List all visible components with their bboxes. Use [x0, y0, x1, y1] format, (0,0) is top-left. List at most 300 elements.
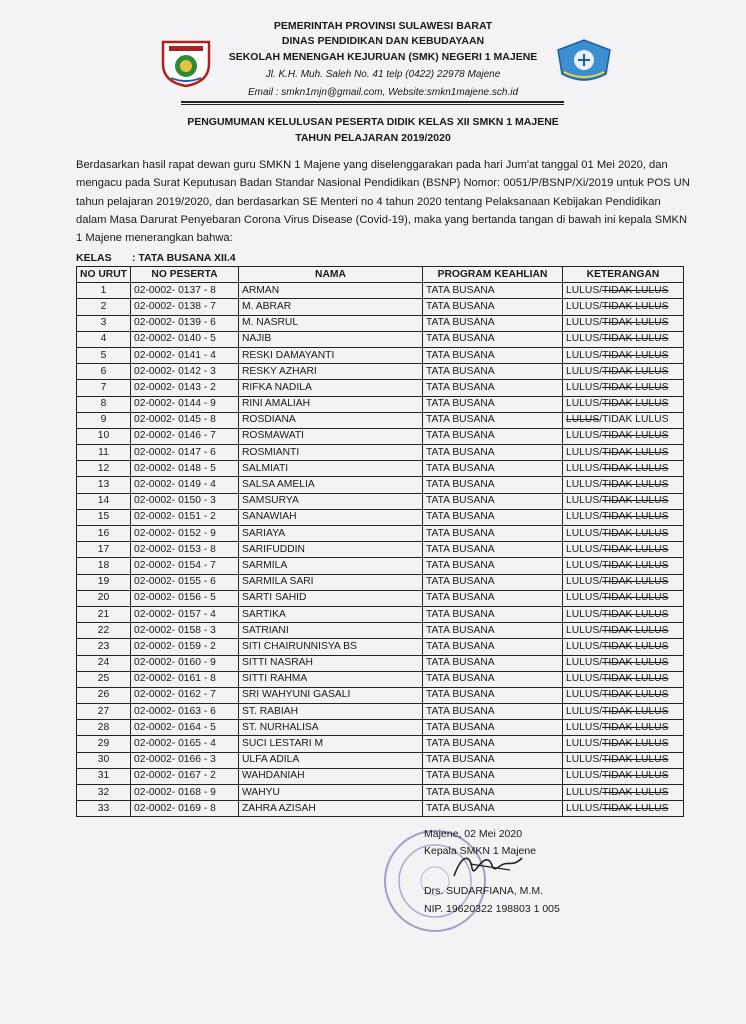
cell-nama: ROSDIANA	[239, 412, 423, 428]
ket-separator: /	[599, 576, 603, 588]
ket-lulus: LULUS	[566, 608, 600, 620]
table-row	[77, 477, 684, 493]
ket-separator: /	[599, 592, 603, 604]
letterhead-address: Jl. K.H. Muh. Saleh No. 41 telp (0422) 22978 Majene	[265, 69, 501, 80]
ket-tidak-lulus: TIDAK LULUS	[602, 559, 669, 571]
ket-tidak-lulus: TIDAK LULUS	[602, 640, 669, 652]
cell-no-urut: 18	[77, 558, 131, 574]
cell-no-urut: 3	[77, 315, 131, 331]
ket-separator: /	[599, 543, 603, 555]
cell-nama: WAHYU	[239, 785, 423, 801]
ket-separator: /	[599, 495, 603, 507]
table-row	[77, 428, 684, 444]
table-row	[77, 347, 684, 363]
cell-program: TATA BUSANA	[423, 364, 563, 380]
cell-keterangan	[563, 623, 684, 639]
cell-program: TATA BUSANA	[423, 315, 563, 331]
ket-separator: /	[599, 770, 603, 782]
header-keterangan: KETERANGAN	[563, 267, 684, 283]
cell-nama: SARMILA	[239, 558, 423, 574]
cell-no-peserta: 02-0002- 0152 - 9	[131, 526, 239, 542]
cell-nama: ZAHRA AZISAH	[239, 801, 423, 817]
cell-no-peserta: 02-0002- 0153 - 8	[131, 542, 239, 558]
cell-keterangan	[563, 558, 684, 574]
ket-lulus: LULUS	[566, 543, 600, 555]
cell-nama: SARTIKA	[239, 606, 423, 622]
cell-nama: SITI CHAIRUNNISYA BS	[239, 639, 423, 655]
cell-keterangan	[563, 590, 684, 606]
ket-separator: /	[599, 624, 603, 636]
cell-nama: SARIAYA	[239, 526, 423, 542]
table-row	[77, 736, 684, 752]
ket-separator: /	[599, 462, 603, 474]
cell-keterangan	[563, 655, 684, 671]
cell-no-peserta: 02-0002- 0151 - 2	[131, 509, 239, 525]
cell-program: TATA BUSANA	[423, 347, 563, 363]
cell-no-peserta: 02-0002- 0164 - 5	[131, 720, 239, 736]
cell-no-peserta: 02-0002- 0138 - 7	[131, 299, 239, 315]
cell-no-urut: 19	[77, 574, 131, 590]
table-row	[77, 558, 684, 574]
class-label-value: : TATA BUSANA XII.4	[132, 252, 236, 264]
cell-nama: ARMAN	[239, 283, 423, 299]
cell-keterangan	[563, 331, 684, 347]
ket-separator: /	[599, 738, 603, 750]
cell-no-urut: 31	[77, 768, 131, 784]
ket-tidak-lulus: TIDAK LULUS	[602, 317, 669, 329]
cell-nama: SARMILA SARI	[239, 574, 423, 590]
cell-no-urut: 15	[77, 509, 131, 525]
ket-lulus: LULUS	[566, 786, 600, 798]
cell-keterangan	[563, 639, 684, 655]
paragraph-line: mengacu pada Surat Keputusan Badan Standar Nasional Pendidikan (BSNP) Nomor: 0051/P/BSNP/Xi/2019 untuk POS UN	[76, 177, 690, 190]
ket-separator: /	[599, 754, 603, 766]
cell-keterangan	[563, 315, 684, 331]
ket-tidak-lulus: TIDAK LULUS	[602, 365, 669, 377]
ket-separator: /	[599, 511, 603, 523]
ket-separator: /	[599, 365, 603, 377]
cell-no-urut: 1	[77, 283, 131, 299]
cell-program: TATA BUSANA	[423, 606, 563, 622]
cell-no-peserta: 02-0002- 0149 - 4	[131, 477, 239, 493]
cell-keterangan	[563, 396, 684, 412]
ket-lulus: LULUS	[566, 640, 600, 652]
table-row	[77, 606, 684, 622]
cell-keterangan	[563, 283, 684, 299]
cell-no-peserta: 02-0002- 0160 - 9	[131, 655, 239, 671]
cell-nama: RESKI DAMAYANTI	[239, 347, 423, 363]
cell-nama: ST. NURHALISA	[239, 720, 423, 736]
signature-position: Kepala SMKN 1 Majene	[424, 845, 537, 857]
cell-keterangan	[563, 461, 684, 477]
ket-tidak-lulus: TIDAK LULUS	[602, 511, 669, 523]
ket-lulus: LULUS	[566, 624, 600, 636]
cell-no-peserta: 02-0002- 0163 - 6	[131, 704, 239, 720]
cell-program: TATA BUSANA	[423, 428, 563, 444]
cell-no-urut: 23	[77, 639, 131, 655]
cell-program: TATA BUSANA	[423, 574, 563, 590]
cell-keterangan	[563, 477, 684, 493]
cell-no-peserta: 02-0002- 0157 - 4	[131, 606, 239, 622]
cell-program: TATA BUSANA	[423, 752, 563, 768]
ket-tidak-lulus: TIDAK LULUS	[602, 721, 669, 733]
cell-no-urut: 7	[77, 380, 131, 396]
cell-no-peserta: 02-0002- 0168 - 9	[131, 785, 239, 801]
cell-program: TATA BUSANA	[423, 299, 563, 315]
ket-tidak-lulus: TIDAK LULUS	[602, 576, 669, 588]
ket-separator: /	[599, 705, 603, 717]
cell-keterangan	[563, 720, 684, 736]
ket-lulus: LULUS	[566, 300, 600, 312]
cell-no-urut: 13	[77, 477, 131, 493]
ket-separator: /	[599, 333, 603, 345]
letterhead-line3: SEKOLAH MENENGAH KEJURUAN (SMK) NEGERI 1 MAJENE	[228, 51, 538, 63]
table-header-row	[77, 267, 684, 283]
ket-tidak-lulus: TIDAK LULUS	[602, 738, 669, 750]
ket-lulus: LULUS	[566, 349, 600, 361]
cell-no-urut: 29	[77, 736, 131, 752]
cell-no-peserta: 02-0002- 0141 - 4	[131, 347, 239, 363]
ket-separator: /	[599, 673, 603, 685]
ket-tidak-lulus: TIDAK LULUS	[602, 333, 669, 345]
table-row	[77, 331, 684, 347]
table-row	[77, 671, 684, 687]
cell-program: TATA BUSANA	[423, 331, 563, 347]
ket-lulus: LULUS	[566, 495, 600, 507]
header-program: PROGRAM KEAHLIAN	[423, 267, 563, 283]
cell-no-peserta: 02-0002- 0137 - 8	[131, 283, 239, 299]
cell-nama: M. NASRUL	[239, 315, 423, 331]
paragraph-line: Berdasarkan hasil rapat dewan guru SMKN 1 Majene yang diselenggarakan pada hari Jum'at tanggal 01 Mei 2020, dan	[76, 159, 668, 171]
ket-tidak-lulus: TIDAK LULUS	[602, 284, 669, 296]
table-row	[77, 542, 684, 558]
cell-no-urut: 8	[77, 396, 131, 412]
ket-separator: /	[599, 317, 603, 329]
cell-program: TATA BUSANA	[423, 542, 563, 558]
table-row	[77, 574, 684, 590]
cell-no-urut: 27	[77, 704, 131, 720]
ket-tidak-lulus: TIDAK LULUS	[602, 527, 669, 539]
ket-separator: /	[599, 721, 603, 733]
ket-tidak-lulus: TIDAK LULUS	[602, 689, 669, 701]
cell-no-peserta: 02-0002- 0140 - 5	[131, 331, 239, 347]
table-row	[77, 396, 684, 412]
table-row	[77, 720, 684, 736]
cell-no-peserta: 02-0002- 0159 - 2	[131, 639, 239, 655]
ket-tidak-lulus: TIDAK LULUS	[602, 543, 669, 555]
ket-tidak-lulus: TIDAK LULUS	[602, 414, 669, 426]
cell-no-urut: 6	[77, 364, 131, 380]
letterhead-line1: PEMERINTAH PROVINSI SULAWESI BARAT	[273, 20, 493, 32]
ket-tidak-lulus: TIDAK LULUS	[602, 754, 669, 766]
cell-no-peserta: 02-0002- 0166 - 3	[131, 752, 239, 768]
cell-program: TATA BUSANA	[423, 412, 563, 428]
handwritten-signature	[450, 848, 530, 884]
ket-tidak-lulus: TIDAK LULUS	[602, 592, 669, 604]
header-no-peserta: NO PESERTA	[131, 267, 239, 283]
table-row	[77, 752, 684, 768]
ket-lulus: LULUS	[566, 414, 600, 426]
paragraph-line: tahun pelajaran 2019/2020, dan berdasarkan SE Menteri no 4 tahun 2020 tentang Pelaksanaan Kebijakan Pendidikan	[76, 195, 661, 208]
ket-tidak-lulus: TIDAK LULUS	[602, 802, 669, 814]
ket-separator: /	[599, 689, 603, 701]
cell-program: TATA BUSANA	[423, 801, 563, 817]
class-label	[76, 252, 236, 264]
ket-lulus: LULUS	[566, 365, 600, 377]
cell-nama: WAHDANIAH	[239, 768, 423, 784]
ket-tidak-lulus: TIDAK LULUS	[602, 705, 669, 717]
cell-keterangan	[563, 364, 684, 380]
cell-nama: SARIFUDDIN	[239, 542, 423, 558]
cell-no-urut: 2	[77, 299, 131, 315]
signatory-nip: NIP. 19620322 198803 1 005	[424, 903, 560, 915]
cell-program: TATA BUSANA	[423, 445, 563, 461]
table-row	[77, 461, 684, 477]
ket-lulus: LULUS	[566, 592, 600, 604]
ket-lulus: LULUS	[566, 721, 600, 733]
graduation-table	[76, 266, 684, 817]
ket-lulus: LULUS	[566, 333, 600, 345]
cell-no-urut: 20	[77, 590, 131, 606]
cell-keterangan	[563, 347, 684, 363]
table-row	[77, 801, 684, 817]
ket-separator: /	[599, 349, 603, 361]
ket-separator: /	[599, 381, 603, 393]
cell-nama: ROSMIANTI	[239, 445, 423, 461]
table-row	[77, 364, 684, 380]
ket-lulus: LULUS	[566, 462, 600, 474]
letterhead-line2: DINAS PENDIDIKAN DAN KEBUDAYAAN	[281, 35, 485, 47]
table-row	[77, 785, 684, 801]
cell-no-urut: 10	[77, 428, 131, 444]
ket-separator: /	[599, 300, 603, 312]
table-row	[77, 493, 684, 509]
cell-keterangan	[563, 542, 684, 558]
table-row	[77, 283, 684, 299]
cell-no-peserta: 02-0002- 0150 - 3	[131, 493, 239, 509]
letterhead-divider-thin	[181, 104, 564, 105]
cell-program: TATA BUSANA	[423, 590, 563, 606]
ket-separator: /	[599, 479, 603, 491]
cell-nama: SAMSURYA	[239, 493, 423, 509]
ket-lulus: LULUS	[566, 738, 600, 750]
cell-program: TATA BUSANA	[423, 493, 563, 509]
ket-lulus: LULUS	[566, 527, 600, 539]
cell-no-peserta: 02-0002- 0147 - 6	[131, 445, 239, 461]
ket-tidak-lulus: TIDAK LULUS	[602, 300, 669, 312]
cell-no-peserta: 02-0002- 0145 - 8	[131, 412, 239, 428]
cell-nama: ULFA ADILA	[239, 752, 423, 768]
cell-keterangan	[563, 752, 684, 768]
cell-nama: SITTI RAHMA	[239, 671, 423, 687]
ket-tidak-lulus: TIDAK LULUS	[602, 608, 669, 620]
ket-tidak-lulus: TIDAK LULUS	[602, 770, 669, 782]
cell-nama: RINI AMALIAH	[239, 396, 423, 412]
cell-nama: SANAWIAH	[239, 509, 423, 525]
ket-separator: /	[599, 527, 603, 539]
ket-separator: /	[599, 284, 603, 296]
cell-no-peserta: 02-0002- 0169 - 8	[131, 801, 239, 817]
cell-no-urut: 30	[77, 752, 131, 768]
signatory-name: Drs. SUDARFIANA, M.M.	[424, 885, 544, 897]
cell-no-peserta: 02-0002- 0144 - 9	[131, 396, 239, 412]
table-row	[77, 526, 684, 542]
cell-no-peserta: 02-0002- 0161 - 8	[131, 671, 239, 687]
cell-program: TATA BUSANA	[423, 461, 563, 477]
cell-keterangan	[563, 526, 684, 542]
table-row	[77, 623, 684, 639]
cell-no-peserta: 02-0002- 0143 - 2	[131, 380, 239, 396]
cell-no-peserta: 02-0002- 0165 - 4	[131, 736, 239, 752]
cell-no-urut: 24	[77, 655, 131, 671]
ket-tidak-lulus: TIDAK LULUS	[602, 349, 669, 361]
cell-no-urut: 5	[77, 347, 131, 363]
ket-tidak-lulus: TIDAK LULUS	[602, 430, 669, 442]
header-no-urut: NO URUT	[77, 267, 131, 283]
ket-lulus: LULUS	[566, 657, 600, 669]
cell-program: TATA BUSANA	[423, 380, 563, 396]
table-row	[77, 380, 684, 396]
cell-program: TATA BUSANA	[423, 639, 563, 655]
cell-no-urut: 21	[77, 606, 131, 622]
cell-program: TATA BUSANA	[423, 671, 563, 687]
cell-keterangan	[563, 574, 684, 590]
cell-nama: SALSA AMELIA	[239, 477, 423, 493]
cell-program: TATA BUSANA	[423, 623, 563, 639]
cell-no-urut: 16	[77, 526, 131, 542]
cell-no-peserta: 02-0002- 0142 - 3	[131, 364, 239, 380]
cell-program: TATA BUSANA	[423, 558, 563, 574]
ket-tidak-lulus: TIDAK LULUS	[602, 657, 669, 669]
cell-keterangan	[563, 671, 684, 687]
cell-no-urut: 26	[77, 687, 131, 703]
cell-program: TATA BUSANA	[423, 396, 563, 412]
cell-no-urut: 32	[77, 785, 131, 801]
table-row	[77, 445, 684, 461]
cell-keterangan	[563, 801, 684, 817]
ket-tidak-lulus: TIDAK LULUS	[602, 462, 669, 474]
ket-lulus: LULUS	[566, 430, 600, 442]
ket-separator: /	[599, 559, 603, 571]
cell-no-peserta: 02-0002- 0156 - 5	[131, 590, 239, 606]
cell-no-urut: 11	[77, 445, 131, 461]
ket-tidak-lulus: TIDAK LULUS	[602, 786, 669, 798]
letterhead-email: Email : smkn1mjn@gmail.com, Website:smkn1majene.sch.id	[247, 87, 519, 98]
cell-program: TATA BUSANA	[423, 283, 563, 299]
cell-no-urut: 25	[77, 671, 131, 687]
cell-no-peserta: 02-0002- 0158 - 3	[131, 623, 239, 639]
ket-tidak-lulus: TIDAK LULUS	[602, 446, 669, 458]
cell-nama: M. ABRAR	[239, 299, 423, 315]
cell-program: TATA BUSANA	[423, 736, 563, 752]
cell-program: TATA BUSANA	[423, 509, 563, 525]
cell-keterangan	[563, 768, 684, 784]
cell-no-peserta: 02-0002- 0167 - 2	[131, 768, 239, 784]
ket-lulus: LULUS	[566, 317, 600, 329]
cell-program: TATA BUSANA	[423, 526, 563, 542]
ket-lulus: LULUS	[566, 479, 600, 491]
cell-no-urut: 12	[77, 461, 131, 477]
cell-nama: NAJIB	[239, 331, 423, 347]
table-row	[77, 639, 684, 655]
table-row	[77, 768, 684, 784]
cell-program: TATA BUSANA	[423, 785, 563, 801]
ket-lulus: LULUS	[566, 673, 600, 685]
ket-tidak-lulus: TIDAK LULUS	[602, 479, 669, 491]
cell-keterangan	[563, 380, 684, 396]
ket-separator: /	[599, 608, 603, 620]
ket-lulus: LULUS	[566, 398, 600, 410]
ket-tidak-lulus: TIDAK LULUS	[602, 495, 669, 507]
ket-separator: /	[599, 786, 603, 798]
ket-separator: /	[599, 398, 603, 410]
cell-nama: SATRIANI	[239, 623, 423, 639]
cell-no-urut: 4	[77, 331, 131, 347]
cell-keterangan	[563, 704, 684, 720]
table-row	[77, 509, 684, 525]
cell-no-urut: 22	[77, 623, 131, 639]
ket-tidak-lulus: TIDAK LULUS	[602, 381, 669, 393]
cell-no-peserta: 02-0002- 0162 - 7	[131, 687, 239, 703]
paragraph-line: dalam Masa Darurat Penyebaran Corona Virus Disease (Covid-19), maka yang bertanda tangan di bawah ini kepala SMKN	[76, 213, 688, 226]
cell-keterangan	[563, 687, 684, 703]
cell-no-urut: 9	[77, 412, 131, 428]
cell-no-peserta: 02-0002- 0148 - 5	[131, 461, 239, 477]
cell-keterangan	[563, 428, 684, 444]
cell-no-urut: 17	[77, 542, 131, 558]
ket-lulus: LULUS	[566, 689, 600, 701]
cell-no-peserta: 02-0002- 0146 - 7	[131, 428, 239, 444]
cell-nama: SITTI NASRAH	[239, 655, 423, 671]
table-row	[77, 687, 684, 703]
table-row	[77, 412, 684, 428]
cell-keterangan	[563, 445, 684, 461]
cell-keterangan	[563, 606, 684, 622]
cell-program: TATA BUSANA	[423, 704, 563, 720]
cell-no-peserta: 02-0002- 0154 - 7	[131, 558, 239, 574]
ket-lulus: LULUS	[566, 754, 600, 766]
table-row	[77, 704, 684, 720]
table-row	[77, 655, 684, 671]
table-row	[77, 299, 684, 315]
ket-separator: /	[599, 657, 603, 669]
ket-tidak-lulus: TIDAK LULUS	[602, 624, 669, 636]
header-nama: NAMA	[239, 267, 423, 283]
class-label-key: KELAS	[76, 252, 112, 264]
ket-lulus: LULUS	[566, 576, 600, 588]
cell-nama: ST. RABIAH	[239, 704, 423, 720]
cell-keterangan	[563, 493, 684, 509]
cell-program: TATA BUSANA	[423, 687, 563, 703]
cell-keterangan	[563, 299, 684, 315]
cell-no-urut: 33	[77, 801, 131, 817]
cell-nama: RIFKA NADILA	[239, 380, 423, 396]
cell-nama: SUCI LESTARI M	[239, 736, 423, 752]
cell-program: TATA BUSANA	[423, 477, 563, 493]
ket-tidak-lulus: TIDAK LULUS	[602, 673, 669, 685]
cell-nama: SARTI SAHID	[239, 590, 423, 606]
ket-separator: /	[599, 802, 603, 814]
cell-program: TATA BUSANA	[423, 768, 563, 784]
ket-lulus: LULUS	[566, 284, 600, 296]
ket-lulus: LULUS	[566, 770, 600, 782]
announcement-year: TAHUN PELAJARAN 2019/2020	[295, 132, 451, 144]
cell-program: TATA BUSANA	[423, 655, 563, 671]
paragraph-line: 1 Majene menerangkan bahwa:	[76, 232, 233, 245]
cell-no-peserta: 02-0002- 0139 - 6	[131, 315, 239, 331]
ket-lulus: LULUS	[566, 446, 600, 458]
ket-separator: /	[599, 446, 603, 458]
